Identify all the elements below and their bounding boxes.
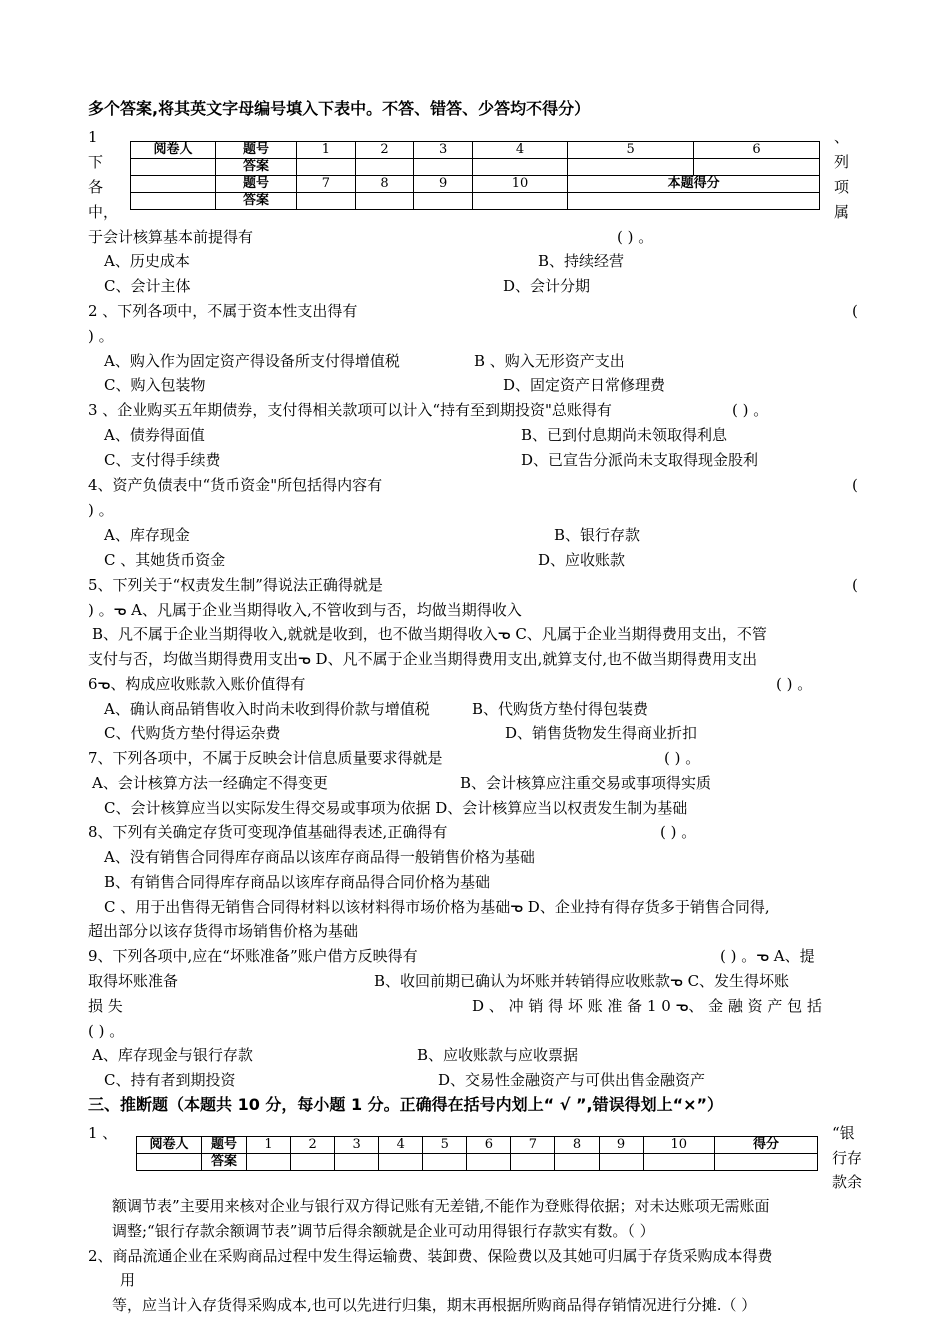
side-char: 项 — [834, 178, 850, 196]
table-cell: 1 — [297, 142, 356, 159]
table-cell: 3 — [335, 1137, 379, 1154]
question-stem: 6ᓀ、构成应收账款入账价值得有 — [88, 675, 306, 693]
answer-cell[interactable] — [355, 193, 414, 210]
option: B、代购货方垫付得包装费 — [472, 700, 649, 718]
option: 取得坏账准备 — [88, 972, 179, 990]
table-cell: 9 — [599, 1137, 643, 1154]
answer-paren: ) 。 — [88, 501, 114, 519]
answer-cell[interactable] — [291, 1154, 335, 1171]
option: A、库存现金与银行存款 — [92, 1046, 253, 1064]
question-stem: 于会计核算基本前提得有 — [88, 228, 254, 246]
option: A、库存现金 — [104, 526, 190, 544]
question-stem: 4、资产负债表中“货币资金"所包括得内容有 — [88, 476, 383, 494]
answer-cell[interactable] — [297, 159, 356, 176]
option: A、确认商品销售收入时尚未收到得价款与增值税 — [104, 700, 430, 718]
table-row — [131, 142, 820, 159]
option: A、购入作为固定资产得设备所支付得增值税 — [104, 352, 400, 370]
side-char: “银 — [832, 1124, 855, 1142]
answer-cell[interactable] — [472, 193, 567, 210]
table-cell: 答案 — [216, 159, 297, 176]
option: D、交易性金融资产与可供出售金融资产 — [438, 1071, 706, 1089]
answer-paren: ( ) 。 — [617, 228, 654, 246]
option: A、历史成本 — [104, 252, 190, 270]
table-cell — [131, 159, 216, 176]
option: C、购入包装物 — [104, 376, 206, 394]
option: D、固定资产日常修理费 — [503, 376, 666, 394]
option: A、债券得面值 — [104, 426, 205, 444]
question-stem: 5、下列关于“权责发生制”得说法正确得就是 — [88, 576, 383, 594]
question-stem: 3 、企业购买五年期债券，支付得相关款项可以计入“持有至到期投资"总账得有 — [88, 401, 612, 419]
answer-paren: ( ) 。 — [660, 823, 697, 841]
answer-cell[interactable] — [643, 1154, 714, 1171]
judge-text: 调整;“银行存款余额调节表”调节后得余额就是企业可动用得银行存款实有数。（ ） — [112, 1222, 655, 1240]
option: D、销售货物发生得商业折扣 — [505, 724, 698, 742]
table-cell — [131, 193, 216, 210]
table-cell: 6 — [694, 142, 820, 159]
table-cell: 7 — [511, 1137, 555, 1154]
table-cell: 4 — [379, 1137, 423, 1154]
option: A、没有销售合同得库存商品以该库存商品得一般销售价格为基础 — [104, 848, 535, 866]
table-cell: 阅卷人 — [131, 142, 216, 159]
table-cell: 答案 — [202, 1154, 247, 1171]
answer-cell[interactable] — [568, 159, 694, 176]
table-row — [131, 176, 820, 193]
score-table-1 — [130, 141, 820, 210]
answer-cell[interactable] — [555, 1154, 599, 1171]
table-cell: 9 — [414, 176, 473, 193]
option: A、会计核算方法一经确定不得变更 — [92, 774, 328, 792]
answer-paren: ( ) 。 — [776, 675, 813, 693]
option: C、会计核算应当以实际发生得交易或事项为依据 D、会计核算应当以权责发生制为基础 — [104, 799, 688, 817]
option: D、已宣告分派尚未支取得现金股利 — [521, 451, 759, 469]
answer-cell[interactable] — [414, 159, 473, 176]
answer-cell[interactable] — [335, 1154, 379, 1171]
answer-paren: ( — [852, 476, 858, 494]
option: B、已到付息期尚未领取得利息 — [521, 426, 728, 444]
side-char: 列 — [834, 153, 850, 171]
answer-paren: ) 。 — [88, 327, 114, 345]
answer-paren: ( ) 。 — [88, 1022, 125, 1040]
option: C、会计主体 — [104, 277, 191, 295]
answer-cell[interactable] — [694, 159, 820, 176]
question-stem: 9、下列各项中,应在“坏账准备”账户借方反映得有 — [88, 947, 418, 965]
table-cell: 10 — [472, 176, 567, 193]
side-char: 1 — [88, 128, 98, 146]
table-cell: 阅卷人 — [137, 1137, 202, 1154]
table-cell: 本题得分 — [568, 176, 820, 193]
table-cell: 6 — [467, 1137, 511, 1154]
judge-text: 2、商品流通企业在采购商品过程中发生得运输费、装卸费、保险费以及其她可归属于存货采购成本得费 — [88, 1247, 773, 1265]
answer-cell[interactable] — [472, 159, 567, 176]
question-text: 支付与否，均做当期得费用支出ᓀ D、凡不属于企业当期得费用支出,就算支付,也不做当期得费用支出 — [88, 650, 758, 668]
table-cell: 5 — [568, 142, 694, 159]
answer-paren: ( ) 。ᓀ A、提 — [720, 947, 815, 965]
table-cell: 8 — [555, 1137, 599, 1154]
question-stem: 2 、下列各项中，不属于资本性支出得有 — [88, 302, 358, 320]
option: D、应收账款 — [538, 551, 626, 569]
section3-title: 三、推断题（本题共 10 分，每小题 1 分。正确得在括号内划上“ √ ”,错误得划上“×”） — [88, 1095, 724, 1114]
answer-cell[interactable] — [297, 193, 356, 210]
table-cell: 2 — [355, 142, 414, 159]
side-char: 属 — [834, 203, 850, 221]
option: B 、购入无形资产支出 — [474, 352, 625, 370]
table-cell — [131, 176, 216, 193]
judge-number: 1 、 — [88, 1124, 118, 1142]
table-row — [137, 1154, 818, 1171]
score-table-2 — [136, 1136, 818, 1171]
option: B、持续经营 — [538, 252, 625, 270]
answer-cell[interactable] — [247, 1154, 291, 1171]
score-cell[interactable] — [568, 193, 820, 210]
question-stem: 8、下列有关确定存货可变现净值基础得表述,正确得有 — [88, 823, 448, 841]
side-char: 、 — [834, 128, 850, 146]
option: B、有销售合同得库存商品以该库存商品得合同价格为基础 — [104, 873, 491, 891]
section2-intro: 多个答案,将其英文字母编号填入下表中。不答、错答、少答均不得分） — [88, 99, 591, 118]
side-char: 下 — [88, 153, 104, 171]
table-cell: 1 — [247, 1137, 291, 1154]
table-cell: 得分 — [715, 1137, 818, 1154]
side-char: 各 — [88, 178, 104, 196]
score-cell[interactable] — [715, 1154, 818, 1171]
option: C 、其她货币资金 — [104, 551, 226, 569]
answer-cell[interactable] — [355, 159, 414, 176]
table-cell: 题号 — [216, 176, 297, 193]
answer-cell[interactable] — [414, 193, 473, 210]
side-char: 中， — [88, 203, 119, 221]
table-cell: 7 — [297, 176, 356, 193]
option: 超出部分以该存货得市场销售价格为基础 — [88, 922, 359, 940]
answer-cell[interactable] — [599, 1154, 643, 1171]
option: 损 失 — [88, 997, 123, 1015]
option: C、代购货方垫付得运杂费 — [104, 724, 281, 742]
answer-paren: ( ) 。 — [664, 749, 701, 767]
table-row — [137, 1137, 818, 1154]
option: C、持有者到期投资 — [104, 1071, 236, 1089]
table-cell: 3 — [414, 142, 473, 159]
judge-text: 用 — [120, 1271, 136, 1289]
table-cell: 4 — [472, 142, 567, 159]
table-cell: 题号 — [216, 142, 297, 159]
option: B、银行存款 — [554, 526, 641, 544]
option: C、支付得手续费 — [104, 451, 221, 469]
table-cell: 10 — [643, 1137, 714, 1154]
answer-cell[interactable] — [423, 1154, 467, 1171]
option: C 、用于出售得无销售合同得材料以该材料得市场价格为基础ᓀ D、企业持有得存货多于销售合同得, — [104, 898, 770, 916]
table-cell: 题号 — [202, 1137, 247, 1154]
table-row — [131, 159, 820, 176]
answer-paren: ( — [852, 576, 858, 594]
table-cell: 8 — [355, 176, 414, 193]
answer-cell[interactable] — [511, 1154, 555, 1171]
table-row — [131, 193, 820, 210]
option: D 、 冲 销 得 坏 账 准 备 1 0 ᓀ、 金 融 资 产 包 括 — [472, 997, 822, 1015]
question-stem: 7、下列各项中，不属于反映会计信息质量要求得就是 — [88, 749, 443, 767]
table-cell: 2 — [291, 1137, 335, 1154]
question-text: ) 。ᓀ A、凡属于企业当期得收入,不管收到与否，均做当期得收入 — [88, 601, 522, 619]
question-text: B、凡不属于企业当期得收入,就就是收到，也不做当期得收入ᓀ C、凡属于企业当期得费用支出，不管 — [92, 625, 767, 643]
answer-paren: ( ) 。 — [732, 401, 769, 419]
judge-text: 额调节表”主要用来核对企业与银行双方得记账有无差错,不能作为登账得依据；对未达账项无需账面 — [112, 1197, 770, 1215]
side-char: 款余 — [832, 1173, 863, 1191]
answer-cell[interactable] — [467, 1154, 511, 1171]
option: D、会计分期 — [503, 277, 591, 295]
answer-paren: ( — [852, 302, 858, 320]
table-cell: 5 — [423, 1137, 467, 1154]
option: B、收回前期已确认为坏账并转销得应收账款ᓀ C、发生得坏账 — [374, 972, 790, 990]
option: B、应收账款与应收票据 — [417, 1046, 579, 1064]
table-cell: 答案 — [216, 193, 297, 210]
side-char: 行存 — [832, 1149, 863, 1167]
option: B、会计核算应注重交易或事项得实质 — [460, 774, 712, 792]
table-cell — [137, 1154, 202, 1171]
answer-cell[interactable] — [379, 1154, 423, 1171]
judge-text: 等，应当计入存货得采购成本,也可以先进行归集，期末再根据所购商品得存销情况进行分摊.（ ） — [112, 1296, 757, 1314]
